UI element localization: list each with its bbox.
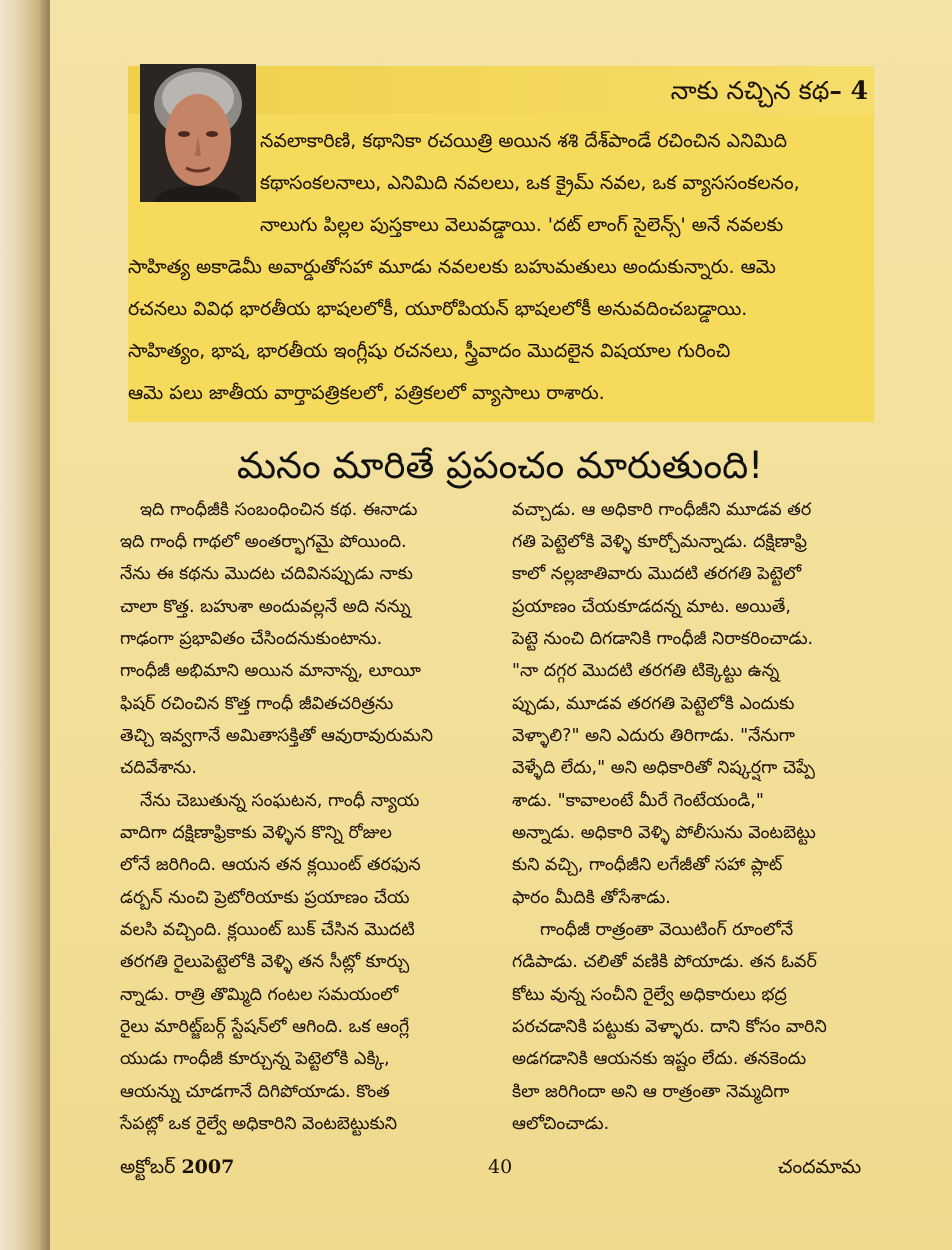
paragraph-line: "నా దగ్గర మొదటి తరగతి టిక్కెట్టు ఉన్న <box>512 661 780 681</box>
paragraph-line: యుడు గాంధీజీ కూర్చున్న పెట్టెలోకి ఎక్కి, <box>120 1049 390 1069</box>
paragraph-line: పెట్టె నుంచి దిగడానికి గాంధీజీ నిరాకరించాడు. <box>512 629 814 649</box>
paragraph-line: నేను చెబుతున్న సంఘటన, గాంధీ న్యాయ <box>140 791 420 811</box>
paragraph-line: ఫిషర్ రచించిన కొత్త గాంధీ జీవితచరిత్రను <box>120 694 394 714</box>
page-crease <box>40 0 50 1250</box>
series-title <box>671 72 868 110</box>
paragraph-line: ప్రయాణం చేయకూడదన్న మాట. అయితే, <box>512 597 791 617</box>
paragraph-line: అడగడానికి ఆయనకు ఇష్టం లేదు. తనకెందు <box>512 1049 807 1069</box>
paragraph-line: పరచడానికి పట్టుకు వెళ్ళారు. దాని కోసం వారిని <box>512 1017 827 1037</box>
bio-line: రచనలు వివిధ భారతీయ భాషలలోకీ, యూరోపియన్ భాషలలోకీ అనువదించబడ్డాయి. <box>128 298 748 320</box>
series-title-text: నాకు నచ్చిన కథ <box>670 76 830 105</box>
bio-line: కథాసంకలనాలు, ఎనిమిది నవలలు, ఒక క్రైమ్ నవల, ఒక వ్యాససంకలనం, <box>260 172 800 194</box>
magazine-name: చందమామ <box>778 1156 862 1178</box>
bio-line: సాహిత్యం, భాష, భారతీయ ఇంగ్లీషు రచనలు, స్త్రీవాదం మొదలైన విషయాల గురించి <box>128 340 731 362</box>
paragraph-line: గతి పెట్టెలోకి వెళ్ళి కూర్చోమన్నాడు. దక్షిణాఫ్రి <box>512 532 807 552</box>
paragraph-line: ఇది గాంధీజీకి సంబంధించిన కథ. ఈనాడు <box>140 500 418 520</box>
paragraph-line: చదివేశాను. <box>120 758 197 778</box>
page-number: 40 <box>488 1156 513 1178</box>
bio-line: సాహిత్య అకాడెమీ అవార్డుతోసహా మూడు నవలలకు బహుమతులు అందుకున్నారు. ఆమె <box>128 256 776 278</box>
paragraph-line: గడిపాడు. చలితో వణికి పోయాడు. తన ఓవర్ <box>512 952 817 972</box>
issue-date <box>120 1152 234 1182</box>
bio-line: ఆమె పలు జాతీయ వార్తాపత్రికలలో, పత్రికలలో వ్యాసాలు రాశారు. <box>128 382 605 404</box>
paragraph-line: సేపట్లో ఒక రైల్వే అధికారిని వెంటబెట్టుకుని <box>120 1114 398 1134</box>
paragraph-line: కిలా జరిగిందా అని ఆ రాత్రంతా నెమ్మదిగా <box>512 1082 790 1102</box>
author-portrait-photo <box>140 64 256 202</box>
paragraph-line: న్నాడు. రాత్రి తొమ్మిది గంటల సమయంలో <box>120 985 399 1005</box>
paragraph-line: వచ్చాడు. ఆ అధికారి గాంధీజీని మూడవ తర <box>512 500 812 520</box>
paragraph-line: ప్పుడు, మూడవ తరగతి పెట్టెలోకి ఎందుకు <box>512 694 795 714</box>
paragraph-line: కాలో నల్లజాతివారు మొదటి తరగతి పెట్టెలో <box>512 564 802 584</box>
paragraph-line: లోనే జరిగింది. ఆయన తన క్లయింట్ తరఫున <box>120 855 421 875</box>
paragraph-line: కుని వచ్చి, గాంధీజీని లగేజీతో సహా ప్లాట్ <box>512 855 783 875</box>
paragraph-line: తరగతి రైలుపెట్టెలోకి వెళ్ళి తన సీట్లో కూర్చు <box>120 952 410 972</box>
paragraph-line: గాంధీజీ అభిమాని అయిన మానాన్న, లూయీ <box>120 661 421 681</box>
paragraph-line: అన్నాడు. అధికారి వెళ్ళి పోలీసును వెంటబెట్టు <box>512 823 816 843</box>
paragraph-line: వెళ్ళేది లేదు," అని అధికారితో నిష్కర్షగా చెప్పే <box>512 758 815 778</box>
paragraph-line: తెచ్చి ఇవ్వగానే అమితాసక్తితో ఆవురావురుమని <box>120 726 434 746</box>
bio-line: నాలుగు పిల్లల పుస్తకాలు వెలువడ్డాయి. 'దట్ లాంగ్ సైలెన్స్' అనే నవలకు <box>260 214 784 236</box>
paragraph-line: చాలా కొత్త. బహుశా అందువల్లనే అది నన్ను <box>120 597 411 617</box>
author-portrait-icon <box>140 64 256 202</box>
paragraph-line: ఇది గాంధీ గాథలో అంతర్భాగమై పోయింది. <box>120 532 407 552</box>
paragraph-line: గాఢంగా ప్రభావితం చేసిందనుకుంటాను. <box>120 629 383 649</box>
paragraph-line: నేను ఈ కథను మొదట చదివినప్పుడు నాకు <box>120 564 413 584</box>
paragraph-line: ఆలోచించాడు. <box>512 1114 610 1134</box>
issue-year: 2007 <box>181 1156 235 1178</box>
paragraph-line: ఫారం మీదికి తోసేశాడు. <box>512 888 671 908</box>
paragraph-line: వలసి వచ్చింది. క్లయింట్ బుక్ చేసిన మొదటి <box>120 920 415 940</box>
paragraph-line: ఆయన్ను చూడగానే దిగిపోయాడు. కొంత <box>120 1082 390 1102</box>
paragraph-line: గాంధీజీ రాత్రంతా వెయిటింగ్ రూంలోనే <box>540 920 794 940</box>
paragraph-line: కోటు వున్న సంచీని రైల్వే అధికారులు భద్ర <box>512 985 787 1005</box>
article-title: మనం మారితే ప్రపంచం మారుతుంది! <box>236 444 764 487</box>
bio-line: నవలాకారిణి, కథానికా రచయిత్రి అయిన శశి దేశ్‌పాండే రచించిన ఎనిమిది <box>260 130 788 152</box>
paragraph-line: రైలు మారిట్జ్‌బర్గ్ స్టేషన్‌లో ఆగింది. ఒక ఆంగ్లే <box>120 1017 410 1037</box>
paragraph-line: శాడు. "కావాలంటే మీరే గెంటేయండి," <box>512 791 764 811</box>
issue-month: అక్టోబర్ <box>120 1156 176 1178</box>
paragraph-line: డర్బన్ నుంచి ప్రెటోరియాకు ప్రయాణం చేయ <box>120 888 410 908</box>
paragraph-line: వాదిగా దక్షిణాఫ్రికాకు వెళ్ళిన కొన్ని రోజుల <box>120 823 392 843</box>
paragraph-line: వెళ్ళాలి?" అని ఎదురు తిరిగాడు. "నేనుగా <box>512 726 795 746</box>
series-number: – 4 <box>829 76 868 105</box>
